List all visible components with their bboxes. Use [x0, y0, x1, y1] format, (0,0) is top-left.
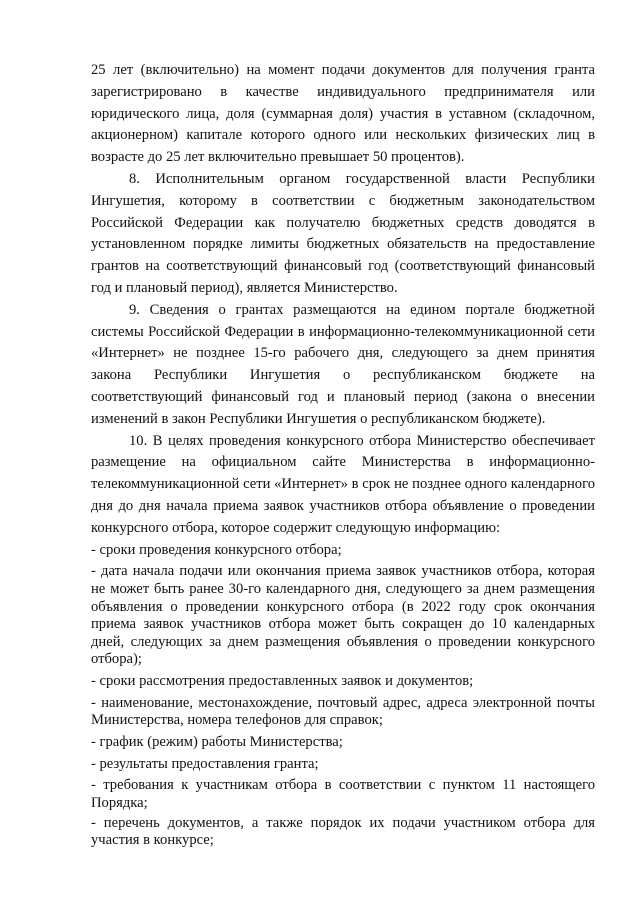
document-body	[91, 60, 595, 852]
list-item: - результаты предоставления гранта;	[91, 755, 319, 772]
list-item: - требования к участникам отбора в соответствии с пунктом 11 настоящего Порядка;	[91, 777, 595, 812]
list-item: - перечень документов, а также порядок их подачи участником отбора для участия в конкурсе;	[91, 814, 595, 849]
list-item: - наименование, местонахождение, почтовый адрес, адреса электронной почты Министерства, номера телефонов для справок;	[91, 694, 595, 729]
list-item: - сроки проведения конкурсного отбора;	[91, 541, 342, 558]
paragraph-10: 10. В целях проведения конкурсного отбора Министерство обеспечивает размещение на официальном сайте Министерства в информационно-телекоммуникационной сети «Интернет» в срок не позднее одного календарного дня до дня начала приема заявок участников отбора объявление о проведении конкурсного отбора, которое содержит следующую информацию:	[91, 432, 595, 536]
list-item: - дата начала подачи или окончания приема заявок участников отбора, которая не может быть ранее 30-го календарного дня, следующего за днем размещения объявления о проведении конкурсного отбора (в 2022 году срок окончания приема заявок участников отбора может быть сокращен до 10 календарных дней, следующих за днем размещения объявления о проведении конкурсного отбора);	[91, 563, 595, 668]
list-item: - сроки рассмотрения предоставленных заявок и документов;	[91, 672, 474, 689]
paragraph-9: 9. Сведения о грантах размещаются на едином портале бюджетной системы Российской Федерации в информационно-телекоммуникационной сети «Интернет» не позднее 15-го рабочего дня, следующего за днем принятия закона Республики Ингушетия о республиканском бюджете на соответствующий финансовый год и плановый период (закона о внесении изменений в закон Республики Ингушетия о республиканском бюджете).	[91, 301, 595, 427]
paragraph-8: 8. Исполнительным органом государственной власти Республики Ингушетия, которому в соответствии с бюджетным законодательством Российской Федерации как получателю бюджетных средств доводятся в установленном порядке лимиты бюджетных обязательств на предоставление грантов на соответствующий финансовый год (соответствующий финансовый год и плановый период), является Министерство.	[91, 170, 595, 296]
information-list	[91, 540, 595, 850]
paragraph-continuation: 25 лет (включительно) на момент подачи документов для получения гранта зарегистрировано в качестве индивидуального предпринимателя или юридического лица, доля (суммарная доля) участия в уставном (складочном, акционерном) капитале которого одного или нескольких физических лиц в возрасте до 25 лет включительно превышает 50 процентов).	[91, 62, 595, 166]
list-item: - график (режим) работы Министерства;	[91, 733, 343, 750]
